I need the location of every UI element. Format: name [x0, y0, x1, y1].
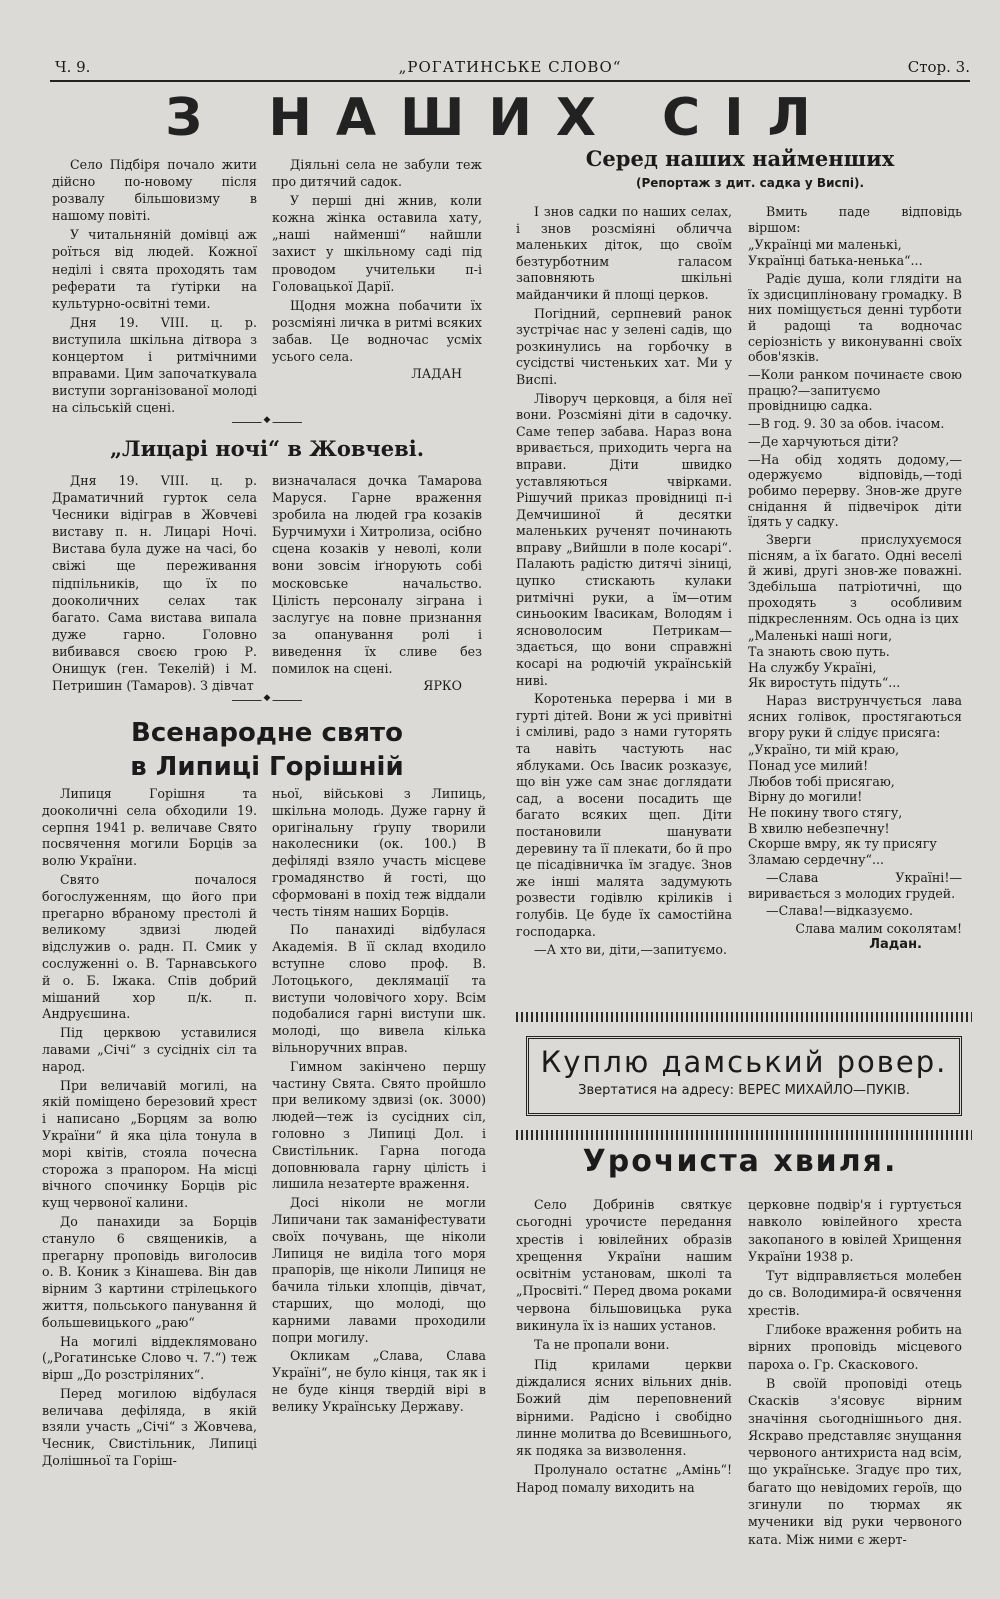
- verse-line: Вірну до могили!: [748, 789, 863, 805]
- header-rule: [50, 80, 970, 82]
- paragraph: Щодня можна побачити їх розсміяні личка в ритмі всяких забав. Це водночас усміх усього села.: [272, 297, 482, 365]
- paragraph: Радіє душа, коли глядіти на їх здисципліновану громадку. В них поміщується денні турботи й радощі та водночас серіозність у виконуванні своїх обов'язків.: [748, 270, 962, 365]
- verse-line: На службу Україні,: [748, 659, 877, 675]
- paragraph: Та не пропали вони.: [534, 1337, 670, 1353]
- paragraph: —Де харчуються діти?: [748, 433, 899, 449]
- verse-line: В хвилю небезпечну!: [748, 820, 890, 836]
- verse-line: „Україно, ти мій краю,: [748, 742, 900, 758]
- paragraph: Пролунало остатнє „Амінь“! Народ помалу виходить на: [516, 1462, 732, 1495]
- urochysta-title: Урочиста хвиля.: [582, 1144, 898, 1179]
- hatch-rule: [516, 1012, 972, 1022]
- hatch-rule: [516, 1130, 972, 1140]
- signature: ЯРКО: [423, 678, 462, 694]
- sered-title: Серед наших найменших: [585, 146, 895, 171]
- paragraph: Погідний, серпневий ранок зустрічає нас у зелені садів, що розкинулись на горбочку в сусідстві чистеньких хат. Ми у Виспі.: [516, 305, 732, 387]
- verse-line: Не покину твого стягу,: [748, 805, 903, 821]
- paragraph: При величавій могилі, на якій поміщено березовий хрест і написано „Борцям за волю України“ й яка ціла тонула в морі квітів, стояла почесна сторожа з прапором. На місці вічного спочинку Борців ріс кущ червоної калини.: [42, 1077, 257, 1211]
- paragraph: Тут відправляється молебен до св. Володимира-й освячення хрестів.: [748, 1268, 962, 1318]
- paragraph: Окликам „Слава, Слава Україні“, не було кінця, так як і не буде кінця твердій вірі в велику Українську Державу.: [272, 1348, 486, 1414]
- page-header: [50, 58, 970, 80]
- signature: ЛАДАН: [411, 366, 462, 382]
- paragraph: —Слава!—відказуємо.: [766, 903, 913, 919]
- pidbirya-col1: [52, 156, 257, 416]
- divider: [232, 422, 302, 423]
- paragraph: Село Підбіря почало жити дійсно по-новому після розвалу більшовизму в нашому повіті.: [52, 157, 257, 224]
- svyato-col2: [272, 786, 486, 1415]
- ad-box: [526, 1036, 962, 1116]
- section-title: З НАШИХ СІЛ: [165, 88, 835, 148]
- paragraph: Перед могилою відбулася величава дефіляда, в якій взяли участь „Січі“ з Жовчева, Чесник, Свистільник, Липиці Долішньої та Горіш-: [42, 1385, 257, 1469]
- issue-number: Ч. 9.: [55, 58, 91, 76]
- paragraph: —Коли ранком починаєте свою працю?—запитуємо провідницю садка.: [748, 367, 962, 414]
- sered-subtitle: (Репортаж з дит. садка у Виспі).: [635, 176, 865, 190]
- paragraph: В своїй проповіді отець Скасків з'ясовує вірним значіння сьогоднішнього дня. Яскраво представляє знущання червоного антихриста над всім, що українське. Згадує про тих, багато що невідомих героїв, що згинули по тюрмах як мученики від руки червоного ката. Між ними є жерт-: [748, 1375, 962, 1547]
- paragraph: Гимном закінчено першу частину Свята. Свято пройшло при великому здвизі (ок. 3000) людей—теж із сусідних сіл, головно з Липиці Дол. і Свистільник. Гарна погода доповнювала гарну цілість і лишила незатерте враження.: [272, 1058, 486, 1192]
- paragraph: Діяльні села не забули теж про дитячий садок.: [272, 157, 482, 190]
- ad-headline: Куплю дамський ровер.: [540, 1045, 948, 1079]
- verse: [748, 237, 962, 268]
- paragraph: Вмить паде відповідь віршом:: [748, 204, 962, 235]
- paragraph: Слава малим соколятам!: [795, 920, 962, 936]
- paragraph: У перші дні жнив, коли кожна жінка оставила хату, „наші найменші“ найшли захист у шкільному саді під проводом учительки п-і Головацької Дарії.: [272, 193, 482, 294]
- page-number: Стор. 3.: [907, 58, 970, 76]
- paragraph: Село Добринів святкує сьогодні урочисте передання хрестів і ювілейних образів хрещення України нашим освітнім установам, школі та „Просвіті.“ Перед двома роками червона більшовицька рука викинула їх із наших установ.: [516, 1197, 732, 1334]
- paragraph: У читальняній домівці аж роїться від людей. Кожної неділі і свята проходять там реферати та ґутірки на культурно-освітні теми.: [52, 227, 257, 311]
- paragraph: ньої, військові з Липиць, шкільна молодь. Дуже гарну й оригінальну ґрупу творили наколесники (ок. 100.) В дефіляді взяло участь місцеве громадянство й гості, що сформовані в похід теж віддали честь тіням наших Борців.: [272, 786, 486, 919]
- paragraph: Коротенька перерва і ми в гурті дітей. Вони ж усі привітні і сміливі, радо з нами гуторять та навіть частують нас яблуками. Ось Івасик розказує, що він уже сам знає доглядати сад, а восени посадить ще багато всяких щеп. Діти постановили шанувати деревину та її плекати, бо й про це пісадівничка їм згадує. Знов же інші малята задумують розвести годівлю кріликів і голубів. Це буде їх самостійна господарка.: [516, 691, 732, 939]
- paragraph: —В год. 9. 30 за обов. ічасом.: [748, 416, 945, 432]
- paragraph: Глибоке враження робить на вірних проповідь місцевого пароха о. Гр. Скаскового.: [748, 1322, 962, 1372]
- paragraph: Досі ніколи не могли Липичани так заманіфестувати своїх почувань, ще ніколи Липиця не виділа того моря прапорів, ще ніколи Липиця не бачила тільки хлопців, дівчат, старших, що молоді, що карними лавами проходили попри могилу.: [272, 1195, 486, 1345]
- paragraph: Нараз виструнчується лава ясних голівок, простягаються вгору руки й слідує присяга:: [748, 693, 962, 740]
- lytsari-col1: [52, 472, 257, 694]
- paragraph: Під церквою уставилися лавами „Січі“ з сусідніх сіл та народ.: [42, 1025, 257, 1074]
- svyato-title: [52, 716, 482, 784]
- paragraph: —Слава Україні!—виривається з молодих грудей.: [748, 869, 962, 901]
- signature: Ладан.: [869, 936, 922, 952]
- divider: [232, 700, 302, 701]
- paragraph: Дня 19. VIII. ц. р. Драматичний гурток села Чесники відіграв в Жовчеві виставу п. н. Лицарі Ночі. Вистава була дуже на часі, бо свіжі ще переживання підпільників, що їх по дооколичних селах так багато. Сама вистава випала дуже гарно. Головно вибивався своєю грою Р. Онищук (ген. Текелій) і М. Петришин (Тамаров). З дівчат: [52, 473, 257, 694]
- verse-line: Понад усе милий!: [748, 757, 869, 773]
- verse-line: Українці батька-ненька“...: [748, 253, 923, 269]
- paragraph: До панахиди за Борців стануло 6 священиків, а прегарну проповідь виголосив о. В. Коник з Кінашева. Він дав вірним 3 картини стрілецького життя, польського панування й большевицького „раю“: [42, 1213, 257, 1330]
- sered-col1: [516, 204, 732, 959]
- lytsari-title: „Лицарі ночі“ в Жовчеві.: [109, 436, 425, 461]
- paragraph: —На обід ходять додому,—одержуємо відповідь,—тоді робимо перерву. Знов-же друге снідання й підвечірок діти їдять у садку.: [748, 451, 962, 530]
- paragraph: Зверги прислухуємося пісням, а їх багато. Одні веселі й живі, другі знов-же поважні. Здебільша патріотичні, що проходять з особливим підкресленням. Ось одна із цих: [748, 532, 962, 626]
- urochysta-col1: [516, 1196, 732, 1496]
- lytsari-col2: [272, 472, 482, 694]
- verse-line: „Українці ми маленькі,: [748, 237, 902, 253]
- verse-line: Скорше вмру, як ту присягу: [748, 836, 937, 852]
- verse-line: Любов тобі присягаю,: [748, 773, 895, 789]
- verse-line: „Маленькі наші ноги,: [748, 628, 893, 644]
- svyato-title-line1: Всенародне свято: [131, 718, 403, 748]
- svyato-col1: [42, 786, 257, 1470]
- verse-line: Та знають свою путь.: [748, 643, 890, 659]
- paragraph: —А хто ви, діти,—запитуємо.: [534, 942, 727, 958]
- ad-address: Звертатися на адресу: ВЕРЕС МИХАЙЛО—ПУКІВ.: [578, 1083, 910, 1098]
- paragraph: Дня 19. VIII. ц. р. виступила шкільна дітвора з концертом і ритмічними вправами. Цим започаткувала виступи зорганізованої молоді на сільській сцені.: [52, 314, 257, 416]
- pidbirya-col2: [272, 156, 482, 382]
- verse-line: Зламаю сердечну“...: [748, 852, 884, 868]
- paragraph: Ліворуч церковця, а біля неї вони. Розсміяні діти в садочку. Саме тепер забава. Нараз вона вривається, приходить черга на вправи. Діти швидко уставляються чвірками. Рішучий приказ провідниці п-і Демчишиної й десятки маленьких рученят починають вправу „Вийшли в поле косарі“. Палають радістю дитячі зіниці, цупко стискають кулаки ритмічні руки, а їм—отим синьооким Івасикам, Володям і ясноволосим Петрикам—здається, що вони справжні косарі на родючій українській ниві.: [516, 390, 732, 688]
- paragraph: Під крилами церкви діждалися ясних вільних днів. Божий дім переповнений вірними. Радісно і свобідно линне молитва до Всевишнього, як подяка за визволення.: [516, 1356, 732, 1459]
- paragraph: церковне подвір'я і гуртується навколо ювілейного хреста закопаного в ювілей Хрищення України 1938 р.: [748, 1197, 962, 1264]
- paragraph: І знов садки по наших селах, і знов розсміяні обличча маленьких діток, що своїм безтурботним галасом заповняють шкільні майданчики й площі церков.: [516, 204, 732, 302]
- paragraph: Свято почалося богослуженням, що його при прегарно вбраному престолі й великому здвизі людей відслужив о. радн. П. Смик у сослуженні о. В. Тарнавського й о. Б. Іжака. Спів добрий мішаний хор п/к. п. Андруєшина.: [42, 871, 257, 1022]
- verse: [748, 628, 962, 691]
- newspaper-name: „РОГАТИНСЬКЕ СЛОВО“: [398, 58, 622, 76]
- paragraph: По панахиді відбулася Академія. В її склад входило вступне слово проф. В. Лотоцького, деклямації та виступи чоловічого хору. Всім подобалися гарні виступи шк. молоді, що вивела кілька вільноручних вправ.: [272, 922, 486, 1055]
- paragraph: Липиця Горішня та дооколичні села обходили 19. серпня 1941 р. величаве Свято посвячення могили Борців за волю України.: [42, 786, 257, 869]
- verse-line: Як виростуть підуть“...: [748, 675, 901, 691]
- paragraph: визначалася дочка Тамарова Маруся. Гарне враження зробила на людей гра козаків Бурчимухи і Хитролиза, осібно сцена козаків у неволі, коли вони зовсім іґнорують собі московське начальство. Цілість персоналу зіграна і заслугує на повне признання за опанування ролі і виведення їх сливе без помилок на сцені.: [272, 473, 482, 677]
- verse: [748, 742, 962, 868]
- sered-col2: [748, 204, 962, 952]
- paragraph: На могилі віддеклямовано („Рогатинське Слово ч. 7.“) теж вірш „До розстріляних“.: [42, 1333, 257, 1383]
- svyato-title-line2: в Липиці Горішній: [130, 752, 404, 782]
- urochysta-col2: [748, 1196, 962, 1548]
